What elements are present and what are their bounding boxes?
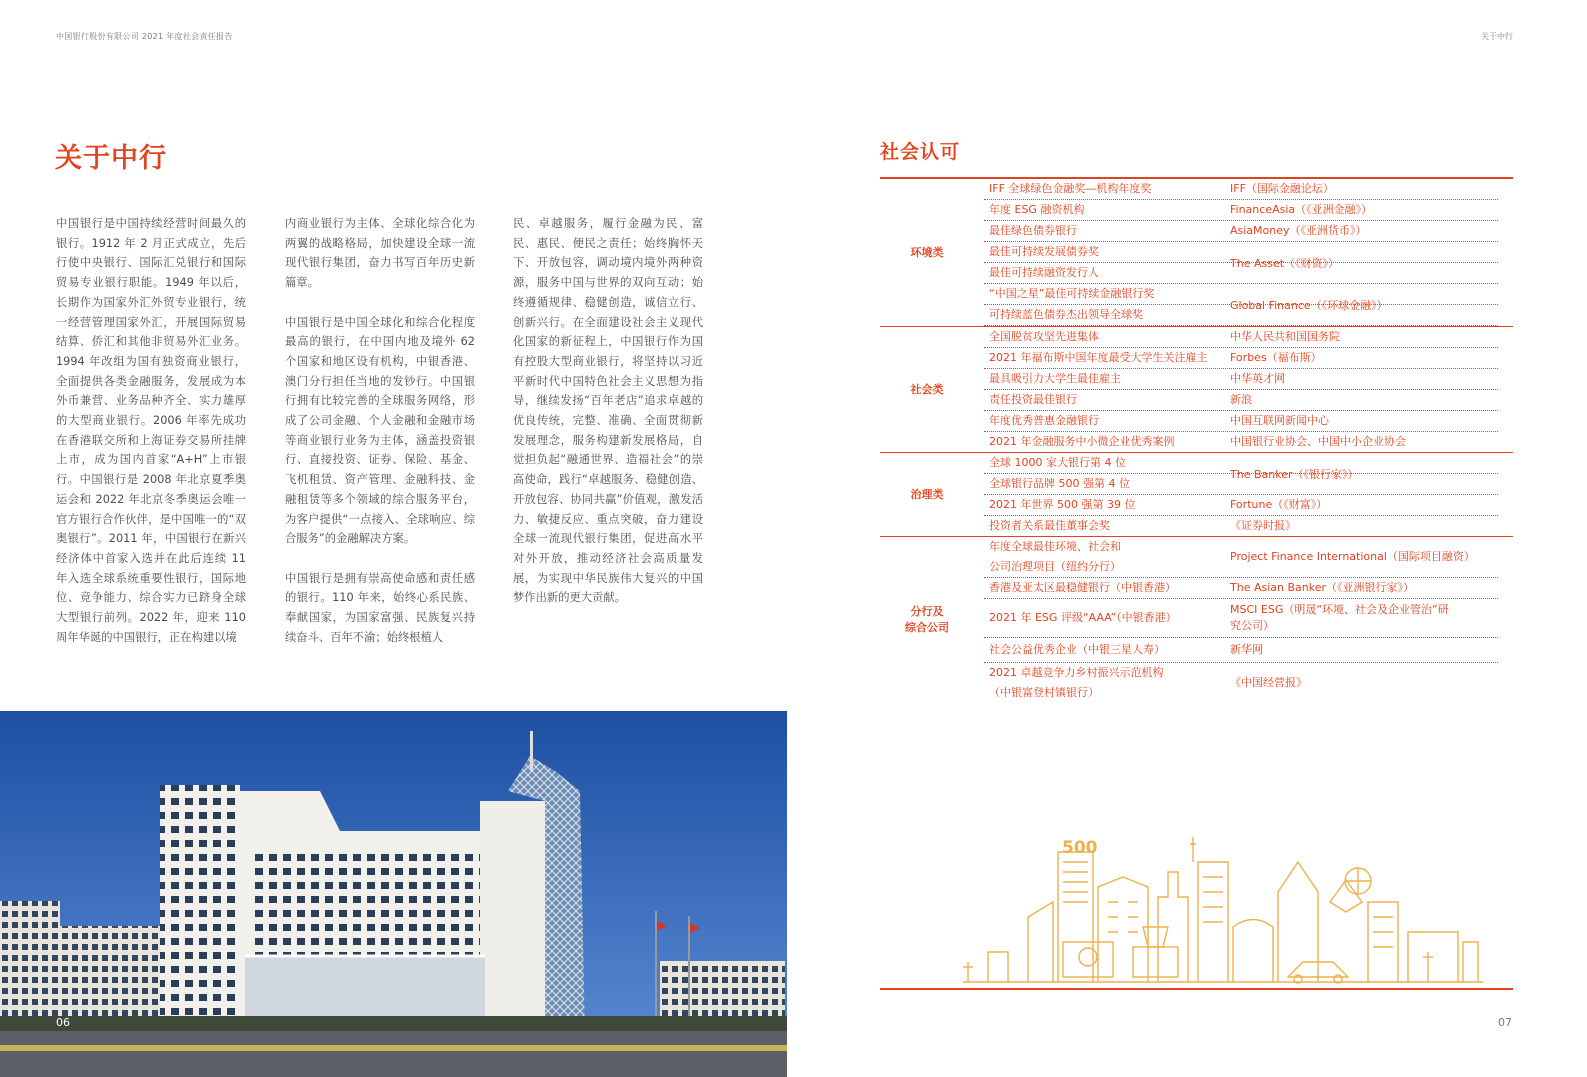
table-row (984, 390, 1498, 411)
award-issuer: Project Finance International（国际项目融资） (1230, 550, 1475, 563)
award-name: 2021 年 ESG 评级“AAA”（中银香港） (989, 611, 1177, 624)
section-header: 关于中行 (1481, 32, 1513, 41)
page-title: 关于中行 (55, 143, 167, 174)
award-group-environment (880, 179, 1513, 327)
report-header: 中国银行股份有限公司 2021 年度社会责任报告 (56, 32, 233, 41)
award-issuer: The Asset（《财资》） (1230, 256, 1340, 270)
table-row (984, 432, 1498, 452)
award-name: 2021 年金融服务中小微企业优秀案例 (989, 435, 1175, 448)
table-row (984, 200, 1498, 221)
page-number-left: 06 (56, 1016, 70, 1029)
award-issuer: 中国互联网新闻中心 (1230, 414, 1329, 427)
award-name: 最佳可持续发展债券奖 (989, 245, 1099, 258)
body-column-3 (513, 214, 703, 628)
award-name: 社会公益优秀企业（中银三星人寿） (989, 643, 1165, 656)
merged-row-group (984, 242, 1498, 284)
award-name: 责任投资最佳银行 (989, 393, 1077, 406)
award-name: 可持续蓝色债券杰出领导全球奖 (989, 308, 1143, 321)
award-name: 年度 ESG 融资机构 (989, 203, 1085, 216)
group-label: 治理类 (910, 487, 944, 501)
award-issuer: 中国银行业协会、中国中小企业协会 (1230, 435, 1406, 448)
paragraph: 中国银行是中国持续经营时间最久的银行。1912 年 2 月正式成立，先后行使中央银行、国际汇兑银行和国际贸易专业银行职能。1949 年以后，长期作为国家外汇外贸专业银行，统一经营管理国家外汇，开展国际贸易结算、侨汇和其他非贸易外汇业务。1994 年改组为国有独资商业银行，全面提供各类金融服务，发展成为本外币兼营、业务品种齐全、实力雄厚的大型商业银行。2006 年率先成功在香港联交所和上海证券交易所挂牌上市，成为国内首家“A+H”上市银行。中国银行是 2008 年北京夏季奥运会和 2022 年北京冬季奥运会唯一官方银行合作伙伴，是中国唯一的“双奥银行”。2011 年，中国银行在新兴经济体中首家入选并在此后连续 11 年入选全球系统重要性银行，国际地位、竞争能力、综合实力已跻身全球大型银行前列。2022 年，迎来 110 周年华诞的中国银行，正在构建以境 (56, 217, 246, 644)
group-label: 社会类 (910, 382, 944, 396)
award-name: “中国之星”最佳可持续金融银行奖 (989, 287, 1155, 300)
award-issuer: IFF（国际金融论坛） (1230, 182, 1334, 195)
table-bottom-rule (880, 988, 1513, 990)
awards-table (880, 179, 1513, 703)
award-name: 2021 卓越竞争力乡村振兴示范机构 （中银富登村镇银行） (989, 666, 1164, 699)
group-label (880, 537, 974, 703)
table-row (984, 411, 1498, 432)
merged-row-group (984, 453, 1498, 495)
illustration-label: 500 (1062, 838, 1098, 858)
paragraph: 中国银行是拥有崇高使命感和责任感的银行。110 年来，始终心系民族、奉献国家，为国家富强、民族复兴持续奋斗、百年不渝；始终根植人 (285, 571, 475, 644)
body-column-1 (56, 214, 246, 667)
table-row (984, 578, 1498, 599)
table-row (984, 221, 1498, 242)
award-name: 2021 年世界 500 强第 39 位 (989, 498, 1136, 511)
group-label-line: 分行及 (910, 605, 944, 618)
table-row (984, 638, 1498, 663)
table-row (984, 369, 1498, 390)
award-group-subsidiaries (880, 537, 1513, 703)
headquarters-photo (0, 711, 787, 1077)
award-name: IFF 全球绿色金融奖—机构年度奖 (989, 182, 1152, 195)
award-issuer: 《证券时报》 (1230, 519, 1296, 532)
award-issuer: AsiaMoney（《亚洲货币》） (1230, 224, 1367, 237)
award-issuer: FinanceAsia（《亚洲金融》） (1230, 203, 1373, 216)
award-name: 最佳可持续融资发行人 (989, 266, 1099, 279)
award-issuer: 新华网 (1230, 643, 1263, 656)
award-issuer: 中华人民共和国国务院 (1230, 330, 1340, 343)
group-label: 环境类 (910, 245, 944, 259)
table-row (984, 516, 1498, 536)
award-name: 2021 年福布斯中国年度最受大学生关注雇主 (989, 351, 1208, 364)
award-name: 投资者关系最佳董事会奖 (989, 519, 1110, 532)
award-group-social (880, 327, 1513, 453)
award-name: 年度优秀普惠金融银行 (989, 414, 1099, 427)
award-issuer: 《中国经营报》 (1230, 676, 1307, 689)
award-name: 香港及亚太区最稳健银行（中银香港） (989, 581, 1176, 594)
award-issuer: Forbes（福布斯） (1230, 351, 1322, 364)
table-row (984, 348, 1498, 369)
award-issuer: MSCI ESG（明晟“环境、社会及企业管治”研 究公司） (1230, 603, 1449, 632)
table-row (984, 179, 1498, 200)
award-issuer: The Banker（《银行家》） (1230, 467, 1359, 481)
paragraph: 中国银行是中国全球化和综合化程度最高的银行，在中国内地及境外 62 个国家和地区设有机构，中银香港、澳门分行担任当地的发钞行。中国银行拥有比较完善的全球服务网络，形成了公司金融、个人金融和金融市场等商业银行业务为主体，涵盖投资银行、直接投资、证券、保险、基金、飞机租赁、资产管理、金融科技、金融租赁等多个领域的综合服务平台，为客户提供“一点接入、全球响应、综合服务”的金融解决方案。 (285, 315, 475, 546)
paragraph: 民、卓越服务，履行金融为民、富民、惠民、便民之责任；始终胸怀天下、开放包容，调动境内境外两种资源，服务中国与世界的双向互动；始终遵循规律、稳健创造，诚信立行、创新兴行。在全面建设社会主义现代化国家的新征程上，中国银行作为国有控股大型商业银行，将坚持以习近平新时代中国特色社会主义思想为指导，继续发扬“百年老店”追求卓越的优良传统，完整、准确、全面贯彻新发展理念，服务构建新发展格局，自觉担负起“融通世界、造福社会”的崇高使命，践行“卓越服务、稳健创造、开放包容、协同共赢”价值观，激发活力、敏捷反应、重点突破，奋力建设全球一流现代银行集团，促进高水平对外开放，推动经济社会高质量发展，为实现中华民族伟大复兴的中国梦作出新的更大贡献。 (513, 217, 703, 605)
award-name: 全球银行品牌 500 强第 4 位 (989, 477, 1130, 490)
award-name: 最佳绿色债券银行 (989, 224, 1077, 237)
award-name: 全球 1000 家大银行第 4 位 (989, 456, 1126, 469)
award-issuer: 新浪 (1230, 393, 1252, 406)
page-number-right: 07 (1498, 1016, 1512, 1029)
award-name: 最具吸引力大学生最佳雇主 (989, 372, 1121, 385)
table-row (984, 537, 1498, 578)
group-label-line: 综合公司 (905, 621, 949, 634)
paragraph: 内商业银行为主体、全球化综合化为两翼的战略格局，加快建设全球一流现代银行集团，奋力书写百年历史新篇章。 (285, 217, 475, 290)
body-column-2 (285, 214, 475, 667)
merged-row-group (984, 284, 1498, 326)
city-illustration (958, 832, 1488, 992)
award-issuer: 中华英才网 (1230, 372, 1285, 385)
table-row (984, 663, 1498, 703)
award-name: 年度全球最佳环境、社会和 公司治理项目（纽约分行） (989, 540, 1121, 573)
table-row (984, 495, 1498, 516)
section-title: 社会认可 (880, 141, 961, 163)
award-name: 全国脱贫攻坚先进集体 (989, 330, 1099, 343)
award-group-governance (880, 453, 1513, 537)
table-row (984, 599, 1498, 638)
award-issuer: Global Finance（《环球金融》） (1230, 299, 1388, 312)
award-issuer: Fortune（《财富》） (1230, 498, 1328, 511)
table-row (984, 327, 1498, 348)
award-issuer: The Asian Banker（《亚洲银行家》） (1230, 581, 1415, 594)
